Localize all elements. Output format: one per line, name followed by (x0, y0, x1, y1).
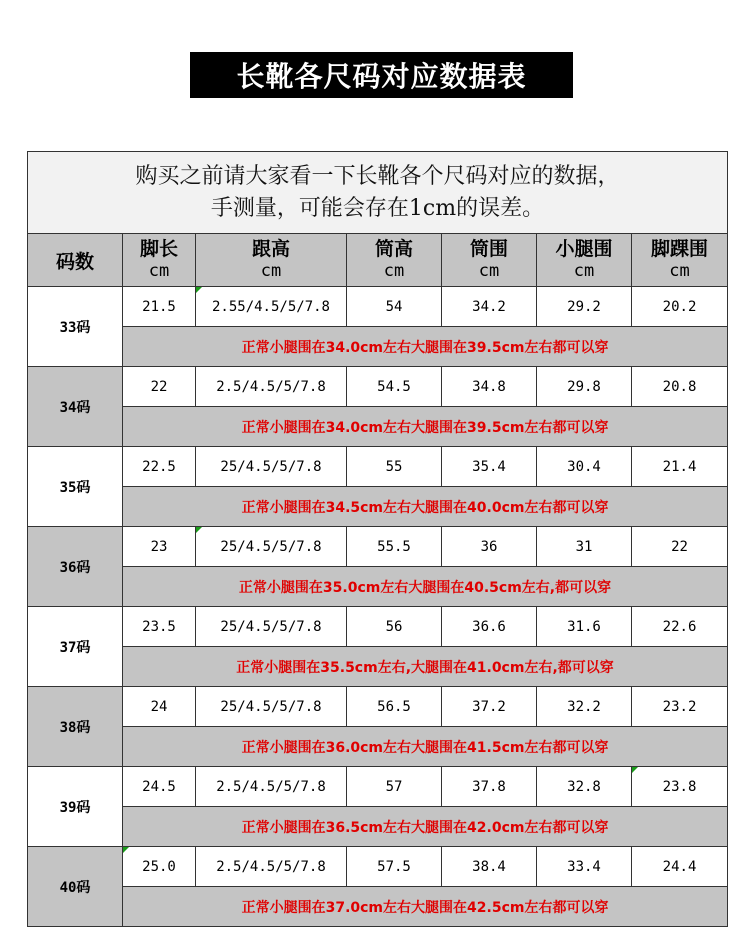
measurement-cell: 23.2 (632, 687, 728, 727)
fit-note: 正常小腿围在37.0cm左右大腿围在42.5cm左右都可以穿 (123, 887, 728, 927)
measurement-cell: 38.4 (442, 847, 537, 887)
size-row (28, 767, 728, 807)
measurement-cell: 31.6 (537, 607, 632, 647)
size-label: 38码 (28, 687, 123, 767)
size-label: 35码 (28, 447, 123, 527)
measurement-cell: 23 (123, 527, 196, 567)
size-label: 34码 (28, 367, 123, 447)
measurement-cell: 37.2 (442, 687, 537, 727)
measurement-cell: 54 (347, 287, 442, 327)
measurement-cell: 20.2 (632, 287, 728, 327)
measurement-cell: 2.5/4.5/5/7.8 (196, 767, 347, 807)
size-row (28, 687, 728, 727)
header-ankle-circumference: 脚踝围 cm (632, 234, 728, 287)
measurement-cell: 34.2 (442, 287, 537, 327)
size-label: 40码 (28, 847, 123, 927)
fit-note-row (28, 487, 728, 527)
measurement-cell: 37.8 (442, 767, 537, 807)
measurement-cell: 22 (632, 527, 728, 567)
header-shaft-circumference: 筒围 cm (442, 234, 537, 287)
cell-comment-marker (632, 767, 638, 773)
measurement-cell: 34.8 (442, 367, 537, 407)
fit-note-row (28, 647, 728, 687)
fit-note: 正常小腿围在34.5cm左右大腿围在40.0cm左右都可以穿 (123, 487, 728, 527)
fit-note-row (28, 727, 728, 767)
measurement-cell: 36.6 (442, 607, 537, 647)
size-label: 33码 (28, 287, 123, 367)
size-row (28, 367, 728, 407)
measurement-cell: 29.2 (537, 287, 632, 327)
cell-comment-marker (196, 287, 202, 293)
size-label: 39码 (28, 767, 123, 847)
intro-note (28, 152, 728, 234)
fit-note: 正常小腿围在34.0cm左右大腿围在39.5cm左右都可以穿 (123, 407, 728, 447)
measurement-cell: 29.8 (537, 367, 632, 407)
measurement-cell: 56.5 (347, 687, 442, 727)
measurement-cell: 56 (347, 607, 442, 647)
cell-comment-marker (123, 847, 129, 853)
measurement-cell: 55 (347, 447, 442, 487)
measurement-cell: 24 (123, 687, 196, 727)
measurement-cell: 24.4 (632, 847, 728, 887)
measurement-cell: 2.55/4.5/5/7.8 (196, 287, 347, 327)
header-size: 码数 (28, 234, 123, 287)
fit-note-row (28, 567, 728, 607)
intro-line-2: 手测量，可能会存在1cm的误差。 (210, 195, 545, 221)
measurement-cell: 22.5 (123, 447, 196, 487)
size-row (28, 447, 728, 487)
measurement-cell: 2.5/4.5/5/7.8 (196, 847, 347, 887)
measurement-cell: 25/4.5/5/7.8 (196, 687, 347, 727)
measurement-cell: 36 (442, 527, 537, 567)
fit-note-row (28, 327, 728, 367)
measurement-cell: 25/4.5/5/7.8 (196, 527, 347, 567)
measurement-cell: 22.6 (632, 607, 728, 647)
measurement-cell: 24.5 (123, 767, 196, 807)
measurement-cell: 57 (347, 767, 442, 807)
cell-comment-marker (196, 527, 202, 533)
measurement-cell: 20.8 (632, 367, 728, 407)
fit-note: 正常小腿围在36.5cm左右大腿围在42.0cm左右都可以穿 (123, 807, 728, 847)
measurement-cell: 25/4.5/5/7.8 (196, 607, 347, 647)
page-title: 长靴各尺码对应数据表 (190, 52, 573, 98)
measurement-cell: 32.2 (537, 687, 632, 727)
size-row (28, 527, 728, 567)
measurement-cell: 21.5 (123, 287, 196, 327)
size-chart-table (27, 151, 728, 927)
measurement-cell: 31 (537, 527, 632, 567)
header-calf-circumference: 小腿围 cm (537, 234, 632, 287)
measurement-cell: 54.5 (347, 367, 442, 407)
size-row (28, 847, 728, 887)
fit-note-row (28, 807, 728, 847)
measurement-cell: 57.5 (347, 847, 442, 887)
size-row (28, 287, 728, 327)
fit-note: 正常小腿围在36.0cm左右大腿围在41.5cm左右都可以穿 (123, 727, 728, 767)
measurement-cell: 55.5 (347, 527, 442, 567)
measurement-cell: 23.5 (123, 607, 196, 647)
measurement-cell: 25/4.5/5/7.8 (196, 447, 347, 487)
measurement-cell: 32.8 (537, 767, 632, 807)
fit-note: 正常小腿围在34.0cm左右大腿围在39.5cm左右都可以穿 (123, 327, 728, 367)
size-label: 36码 (28, 527, 123, 607)
measurement-cell: 25.0 (123, 847, 196, 887)
measurement-cell: 30.4 (537, 447, 632, 487)
fit-note: 正常小腿围在35.5cm左右,大腿围在41.0cm左右,都可以穿 (123, 647, 728, 687)
measurement-cell: 33.4 (537, 847, 632, 887)
intro-line-1: 购买之前请大家看一下长靴各个尺码对应的数据， (135, 163, 620, 189)
header-shaft-height: 筒高 cm (347, 234, 442, 287)
measurement-cell: 22 (123, 367, 196, 407)
fit-note-row (28, 407, 728, 447)
size-row (28, 607, 728, 647)
measurement-cell: 2.5/4.5/5/7.8 (196, 367, 347, 407)
size-label: 37码 (28, 607, 123, 687)
measurement-cell: 21.4 (632, 447, 728, 487)
header-foot-length: 脚长 cm (123, 234, 196, 287)
header-row (28, 234, 728, 287)
measurement-cell: 35.4 (442, 447, 537, 487)
fit-note-row (28, 887, 728, 927)
fit-note: 正常小腿围在35.0cm左右大腿围在40.5cm左右,都可以穿 (123, 567, 728, 607)
header-heel-height: 跟高 cm (196, 234, 347, 287)
measurement-cell: 23.8 (632, 767, 728, 807)
